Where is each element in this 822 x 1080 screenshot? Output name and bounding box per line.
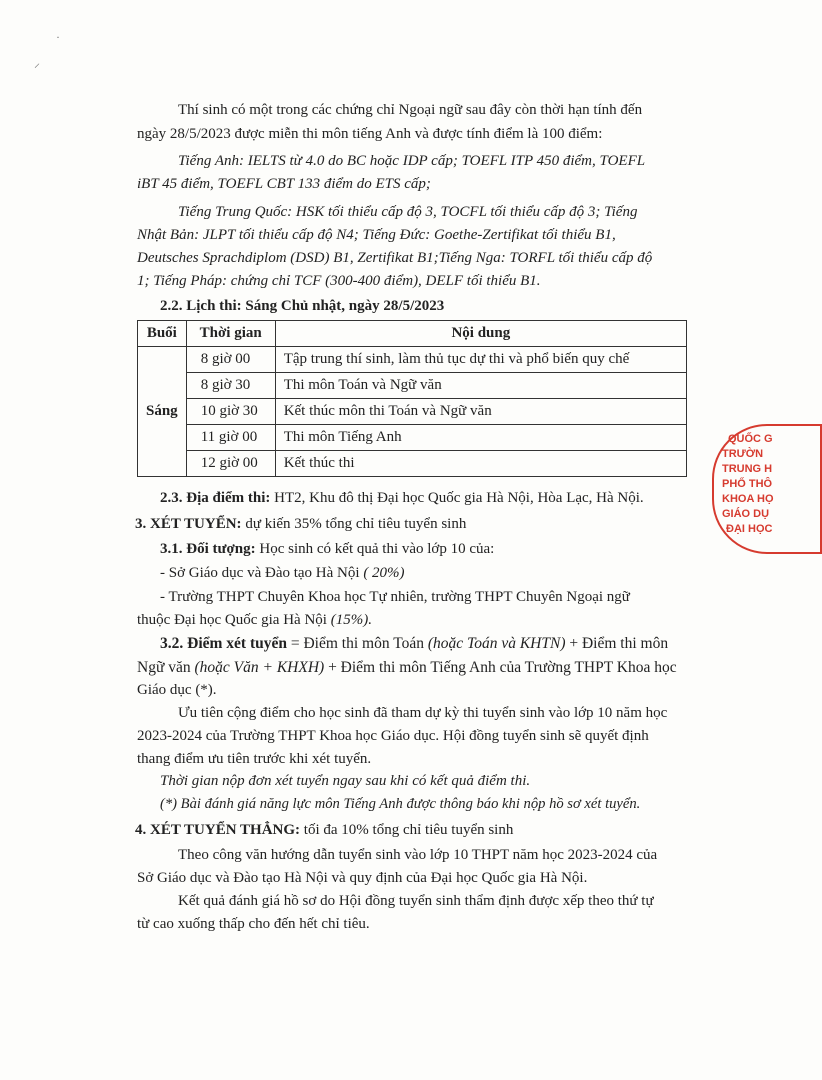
content-cell: Thi môn Toán và Ngữ văn — [275, 373, 686, 399]
list-item-percentage: ( 20%) — [363, 565, 405, 581]
seal-text-line: KHOA HỌ — [722, 493, 774, 505]
list-item-continuation — [137, 610, 372, 630]
section-3-2-continuation: Giáo dục (*). — [137, 682, 217, 698]
exemption-paragraph-line: ngày 28/5/2023 được miễn thi môn tiếng Anh và được tính điểm là 100 điểm: — [137, 126, 603, 142]
list-item — [160, 563, 405, 583]
seal-text-line: PHỔ THÔ — [722, 478, 773, 490]
header-time: Thời gian — [186, 321, 275, 347]
time-cell: 8 giờ 30 — [186, 373, 275, 399]
school-seal-stamp — [712, 424, 822, 554]
seal-text-line: ĐẠI HỌC — [726, 523, 773, 535]
table-row — [138, 399, 687, 425]
other-certificates-line: Tiếng Trung Quốc: HSK tối thiểu cấp độ 3, TOCFL tối thiểu cấp độ 3; Tiếng — [178, 204, 638, 220]
direct-admission-paragraph-line: Theo công văn hướng dẫn tuyển sinh vào lớp 10 THPT năm học 2023-2024 của — [178, 847, 658, 863]
section-3-2 — [160, 634, 668, 654]
exemption-paragraph-line: Thí sinh có một trong các chứng chỉ Ngoại ngữ sau đây còn thời hạn tính đến — [178, 102, 643, 118]
priority-paragraph-line: 2023-2024 của Trường THPT Khoa học Giáo dục. Hội đồng tuyển sinh sẽ quyết định — [137, 728, 649, 744]
table-row — [138, 373, 687, 399]
english-certificates-line: iBT 45 điểm, TOEFL CBT 133 điểm do ETS cấp; — [137, 176, 431, 192]
table-header-row — [138, 321, 687, 347]
list-item: - Trường THPT Chuyên Khoa học Tự nhiên, trường THPT Chuyên Ngoại ngữ — [160, 589, 630, 605]
section-2-2-heading: 2.2. Lịch thi: Sáng Chủ nhật, ngày 28/5/2023 — [160, 298, 445, 314]
section-2-3-text: HT2, Khu đô thị Đại học Quốc gia Hà Nội, Hòa Lạc, Hà Nội. — [270, 490, 644, 506]
scan-mark: · — [56, 30, 60, 44]
time-cell: 8 giờ 00 — [186, 347, 275, 373]
section-2-3-label: 2.3. Địa điểm thi: — [160, 490, 271, 506]
section-3-2-continuation — [137, 658, 677, 678]
formula-text: = Điểm thi môn Toán — [287, 635, 428, 652]
direct-admission-paragraph-line: từ cao xuống thấp cho đến hết chỉ tiêu. — [137, 916, 370, 932]
seal-text-line: GIÁO DỤ — [722, 508, 770, 520]
section-3-label: 3. XÉT TUYỂN: — [135, 516, 242, 532]
list-item-text: - Sở Giáo dục và Đào tạo Hà Nội — [160, 565, 364, 581]
section-4-text: tối đa 10% tổng chỉ tiêu tuyển sinh — [300, 822, 514, 838]
exam-schedule-table — [137, 320, 687, 477]
section-4 — [135, 820, 513, 840]
formula-text: + Điểm thi môn — [565, 635, 669, 652]
section-3-1 — [160, 539, 494, 559]
priority-paragraph-line: Ưu tiên cộng điểm cho học sinh đã tham dự kỳ thi tuyển sinh vào lớp 10 năm học — [178, 705, 668, 721]
seal-text-line: TRUNG H — [722, 463, 773, 475]
content-cell: Kết thúc thi — [275, 451, 686, 477]
english-assessment-note: (*) Bài đánh giá năng lực môn Tiếng Anh được thông báo khi nộp hồ sơ xét tuyển. — [160, 796, 641, 812]
session-cell: Sáng — [138, 347, 187, 477]
section-3-1-text: Học sinh có kết quả thi vào lớp 10 của: — [255, 541, 495, 557]
table-row — [138, 425, 687, 451]
direct-admission-paragraph-line: Kết quả đánh giá hồ sơ do Hội đồng tuyển sinh thẩm định được xếp theo thứ tự — [178, 893, 654, 909]
priority-paragraph-line: thang điểm ưu tiên trước khi xét tuyển. — [137, 751, 372, 767]
section-3 — [135, 514, 466, 534]
seal-text-line: QUỐC G — [728, 433, 773, 445]
formula-text: + Điểm thi môn Tiếng Anh của Trường THPT Khoa học — [324, 659, 677, 676]
time-cell: 10 giờ 30 — [186, 399, 275, 425]
time-cell: 11 giờ 00 — [186, 425, 275, 451]
time-cell: 12 giờ 00 — [186, 451, 275, 477]
list-item-percentage: (15%). — [330, 612, 372, 628]
formula-note: (hoặc Toán và KHTN) — [427, 635, 566, 652]
content-cell: Kết thúc môn thi Toán và Ngữ văn — [275, 399, 686, 425]
formula-note: (hoặc Văn + KHXH) — [194, 659, 325, 676]
section-3-1-label: 3.1. Đối tượng: — [160, 541, 256, 557]
section-3-text: dự kiến 35% tổng chỉ tiêu tuyển sinh — [241, 516, 467, 532]
direct-admission-paragraph-line: Sở Giáo dục và Đào tạo Hà Nội và quy định của Đại học Quốc gia Hà Nội. — [137, 870, 588, 886]
formula-text: Ngữ văn — [137, 659, 195, 676]
content-cell: Thi môn Tiếng Anh — [275, 425, 686, 451]
header-content: Nội dung — [275, 321, 686, 347]
header-session: Buổi — [138, 321, 187, 347]
other-certificates-line: Nhật Bản: JLPT tối thiểu cấp độ N4; Tiếng Đức: Goethe-Zertifikat tối thiểu B1, — [137, 227, 616, 243]
content-cell: Tập trung thí sinh, làm thủ tục dự thi và phổ biến quy chế — [275, 347, 686, 373]
table-row — [138, 347, 687, 373]
section-3-2-label: 3.2. Điểm xét tuyển — [160, 635, 287, 652]
list-item-text: thuộc Đại học Quốc gia Hà Nội — [137, 612, 331, 628]
application-time-note: Thời gian nộp đơn xét tuyển ngay sau khi có kết quả điểm thi. — [160, 773, 531, 789]
table-row — [138, 451, 687, 477]
section-2-3 — [160, 488, 644, 508]
section-4-label: 4. XÉT TUYỂN THẲNG: — [135, 822, 301, 838]
other-certificates-line: 1; Tiếng Pháp: chứng chỉ TCF (300-400 điểm), DELF tối thiểu B1. — [137, 273, 541, 289]
scan-mark: ⸝ — [34, 56, 41, 70]
english-certificates-line: Tiếng Anh: IELTS từ 4.0 do BC hoặc IDP cấp; TOEFL ITP 450 điểm, TOEFL — [178, 153, 646, 169]
other-certificates-line: Deutsches Sprachdiplom (DSD) B1, Zertifikat B1;Tiếng Nga: TORFL tối thiểu cấp độ — [137, 250, 653, 266]
seal-text-line: TRƯỜN — [722, 448, 764, 460]
